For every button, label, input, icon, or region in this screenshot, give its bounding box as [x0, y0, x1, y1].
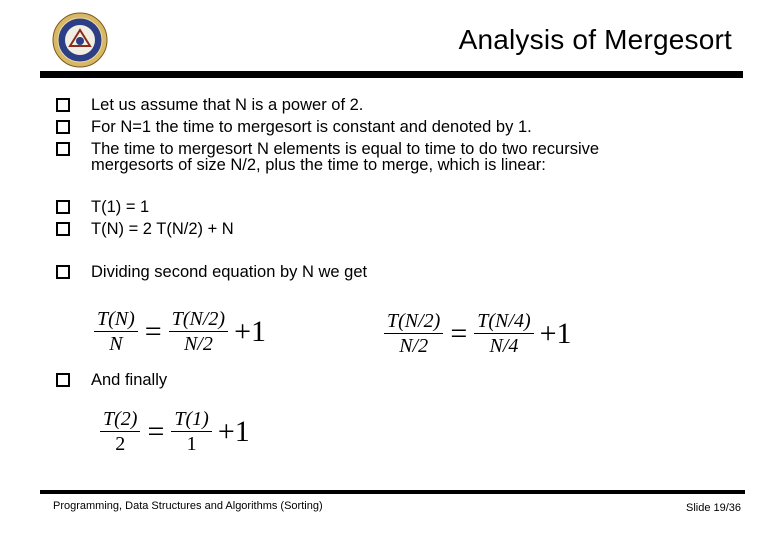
checkbox-square-icon: [56, 222, 70, 236]
list-item: [56, 264, 367, 280]
plus-one: +1: [217, 414, 250, 448]
list-item: [56, 141, 599, 173]
bullet-text: T(N) = 2 T(N/2) + N: [91, 220, 234, 238]
title-divider: [40, 71, 743, 78]
fraction-right: [169, 308, 228, 355]
numerator: T(N/4): [474, 310, 533, 334]
denominator: 2: [115, 433, 126, 455]
bullet-text: mergesorts of size N/2, plus the time to merge, which is linear:: [91, 156, 546, 174]
fraction-left: [94, 308, 138, 355]
denominator: N/2: [399, 335, 429, 357]
footer-divider: [40, 490, 745, 494]
numerator: T(N): [94, 308, 138, 332]
list-item: [56, 119, 532, 135]
equals-sign: =: [144, 314, 162, 348]
plus-one: +1: [234, 314, 266, 348]
denominator: N: [109, 333, 123, 355]
university-seal-icon: [52, 12, 108, 68]
bullet-text: Dividing second equation by N we get: [91, 263, 368, 281]
checkbox-square-icon: [56, 98, 70, 112]
denominator: N/4: [489, 335, 519, 357]
fraction-left: [100, 408, 140, 455]
plus-one: +1: [539, 316, 572, 350]
bullet-text: T(1) = 1: [91, 198, 150, 216]
equals-sign: =: [147, 414, 165, 448]
checkbox-square-icon: [56, 200, 70, 214]
footer-course: Programming, Data Structures and Algorithms (Sorting): [53, 500, 323, 512]
bullet-text: For N=1 the time to mergesort is constant and denoted by 1.: [91, 118, 532, 136]
checkbox-square-icon: [56, 142, 70, 156]
fraction-right: [171, 408, 211, 455]
denominator: N/2: [183, 333, 213, 355]
equation-2: [384, 310, 572, 357]
list-item: [56, 199, 149, 215]
checkbox-square-icon: [56, 373, 70, 387]
list-item: [56, 221, 234, 237]
checkbox-square-icon: [56, 120, 70, 134]
numerator: T(1): [171, 408, 211, 432]
bullet-text: Let us assume that N is a power of 2.: [91, 96, 364, 114]
list-item: [56, 372, 167, 388]
bullet-text: And finally: [91, 371, 168, 389]
checkbox-square-icon: [56, 265, 70, 279]
numerator: T(N/2): [384, 310, 443, 334]
bullet-text: The time to mergesort N elements is equal to time to do two recursive: [91, 140, 600, 158]
equation-3: [100, 408, 250, 455]
slide-number: Slide 19/36: [686, 502, 742, 514]
numerator: T(N/2): [169, 308, 228, 332]
numerator: T(2): [100, 408, 140, 432]
list-item: [56, 97, 363, 113]
equals-sign: =: [450, 316, 468, 350]
fraction-right: [474, 310, 533, 357]
equation-1: [94, 308, 266, 355]
denominator: 1: [186, 433, 197, 455]
slide-title: Analysis of Mergesort: [458, 24, 732, 55]
fraction-left: [384, 310, 443, 357]
